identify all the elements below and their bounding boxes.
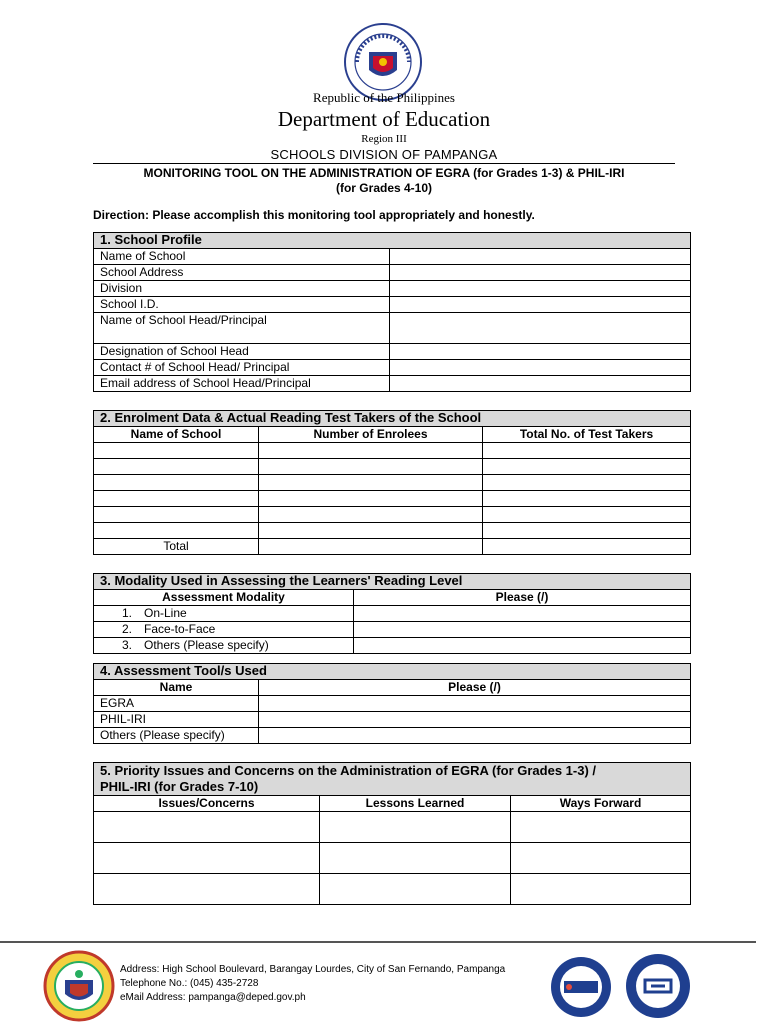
test-takers-cell[interactable]: [483, 459, 691, 475]
item-label: On-Line: [144, 606, 187, 620]
contact-field[interactable]: [390, 360, 691, 376]
section5-title: [94, 763, 691, 796]
enrolees-cell[interactable]: [259, 459, 483, 475]
school-name-cell[interactable]: [94, 507, 259, 523]
designation-field[interactable]: [390, 344, 691, 360]
check-cell[interactable]: [259, 696, 691, 712]
column-header: Assessment Modality: [94, 590, 354, 606]
footer-divider: [0, 941, 756, 943]
column-header: Total No. of Test Takers: [483, 427, 691, 443]
footer-address: Address: High School Boulevard, Barangay Lourdes, City of San Fernando, Pampanga: [120, 964, 506, 975]
column-header: Ways Forward: [511, 796, 691, 812]
total-row: [94, 539, 691, 555]
section1-title: 1. School Profile: [94, 233, 691, 249]
item-label: Face-to-Face: [144, 622, 216, 636]
tool-title-line2: (for Grades 4-10): [335, 181, 433, 195]
column-header: Please (/): [259, 680, 691, 696]
test-takers-cell[interactable]: [483, 491, 691, 507]
section4-title: 4. Assessment Tool/s Used: [94, 664, 691, 680]
tuv-certified-badge-icon: [623, 952, 693, 1020]
department-title: Department of Education: [277, 107, 491, 131]
division-logo-icon: [43, 950, 115, 1022]
enrolees-cell[interactable]: [259, 443, 483, 459]
list-item: [94, 606, 691, 622]
division-label: SCHOOLS DIVISION OF PAMPANGA: [270, 147, 498, 162]
table-row: [94, 843, 691, 874]
check-cell[interactable]: [354, 638, 691, 654]
table-row: [94, 443, 691, 459]
list-item: [94, 638, 691, 654]
total-label: Total: [94, 539, 259, 555]
direction-text: Direction: Please accomplish this monitoring tool appropriately and honestly.: [93, 208, 535, 222]
column-header: Issues/Concerns: [94, 796, 320, 812]
row-label: School I.D.: [94, 297, 390, 313]
issues-cell[interactable]: [94, 874, 320, 905]
email-field[interactable]: [390, 376, 691, 392]
footer-contact: [120, 963, 505, 1005]
table-row: [94, 874, 691, 905]
table-row: [94, 491, 691, 507]
check-cell[interactable]: [354, 622, 691, 638]
list-item: [94, 712, 691, 728]
header-divider: [93, 163, 675, 164]
tool-title: [0, 166, 768, 196]
row-label: Designation of School Head: [94, 344, 390, 360]
footer-telephone: Telephone No.: (045) 435-2728: [120, 978, 259, 989]
item-label: Others (Please specify): [94, 728, 259, 744]
assessment-tool-table: [93, 663, 691, 744]
column-header: Name of School: [94, 427, 259, 443]
list-item: [94, 622, 691, 638]
issues-cell[interactable]: [94, 843, 320, 874]
name-of-school-field[interactable]: [390, 249, 691, 265]
table-row: [94, 812, 691, 843]
footer-email: eMail Address: pampanga@deped.gov.ph: [120, 992, 306, 1003]
item-label: EGRA: [94, 696, 259, 712]
enrolment-table: [93, 410, 691, 555]
test-takers-cell[interactable]: [483, 443, 691, 459]
row-label: Contact # of School Head/ Principal: [94, 360, 390, 376]
school-id-field[interactable]: [390, 297, 691, 313]
check-cell[interactable]: [354, 606, 691, 622]
column-header: Please (/): [354, 590, 691, 606]
school-name-cell[interactable]: [94, 523, 259, 539]
school-address-field[interactable]: [390, 265, 691, 281]
enrolees-cell[interactable]: [259, 491, 483, 507]
school-name-cell[interactable]: [94, 443, 259, 459]
enrolees-cell[interactable]: [259, 507, 483, 523]
ways-forward-cell[interactable]: [511, 812, 691, 843]
column-header: Name: [94, 680, 259, 696]
ways-forward-cell[interactable]: [511, 874, 691, 905]
republic-label: Republic of the Philippines: [313, 90, 455, 105]
item-label: PHIL-IRI: [94, 712, 259, 728]
table-row: [94, 459, 691, 475]
test-takers-cell[interactable]: [483, 523, 691, 539]
issues-table: [93, 762, 691, 905]
section2-title: 2. Enrolment Data & Actual Reading Test Takers of the School: [94, 411, 691, 427]
tool-title-line1: MONITORING TOOL ON THE ADMINISTRATION OF EGRA (for Grades 1-3) & PHIL-IRI: [143, 166, 625, 180]
row-label: Email address of School Head/Principal: [94, 376, 390, 392]
section3-title: 3. Modality Used in Assessing the Learners' Reading Level: [94, 574, 691, 590]
item-label: Others (Please specify): [144, 638, 269, 652]
list-item: [94, 728, 691, 744]
row-label: Name of School Head/Principal: [94, 313, 390, 344]
modality-table: [93, 573, 691, 654]
item-number: 2.: [122, 622, 133, 636]
iqnet-certified-badge-icon: [546, 955, 616, 1019]
issues-cell[interactable]: [94, 812, 320, 843]
total-test-takers-cell[interactable]: [483, 539, 691, 555]
school-profile-table: [93, 232, 691, 392]
check-cell[interactable]: [259, 728, 691, 744]
column-header: Number of Enrolees: [259, 427, 483, 443]
school-name-cell[interactable]: [94, 475, 259, 491]
region-label: Region III: [361, 133, 407, 145]
lessons-cell[interactable]: [320, 812, 511, 843]
school-name-cell[interactable]: [94, 491, 259, 507]
lessons-cell[interactable]: [320, 843, 511, 874]
school-head-name-field[interactable]: [390, 313, 691, 344]
enrolees-cell[interactable]: [259, 523, 483, 539]
list-item: [94, 696, 691, 712]
table-row: [94, 507, 691, 523]
enrolees-cell[interactable]: [259, 475, 483, 491]
lessons-cell[interactable]: [320, 874, 511, 905]
ways-forward-cell[interactable]: [511, 843, 691, 874]
school-name-cell[interactable]: [94, 459, 259, 475]
section5-title-line2: PHIL-IRI (for Grades 7-10): [100, 779, 259, 794]
division-field[interactable]: [390, 281, 691, 297]
section5-title-line1: 5. Priority Issues and Concerns on the Administration of EGRA (for Grades 1-3) /: [100, 763, 597, 778]
check-cell[interactable]: [259, 712, 691, 728]
table-row: [94, 523, 691, 539]
item-number: 1.: [122, 606, 133, 620]
row-label: School Address: [94, 265, 390, 281]
column-header: Lessons Learned: [320, 796, 511, 812]
row-label: Name of School: [94, 249, 390, 265]
row-label: Division: [94, 281, 390, 297]
test-takers-cell[interactable]: [483, 475, 691, 491]
test-takers-cell[interactable]: [483, 507, 691, 523]
table-row: [94, 475, 691, 491]
total-enrolees-cell[interactable]: [259, 539, 483, 555]
item-number: 3.: [122, 638, 133, 652]
